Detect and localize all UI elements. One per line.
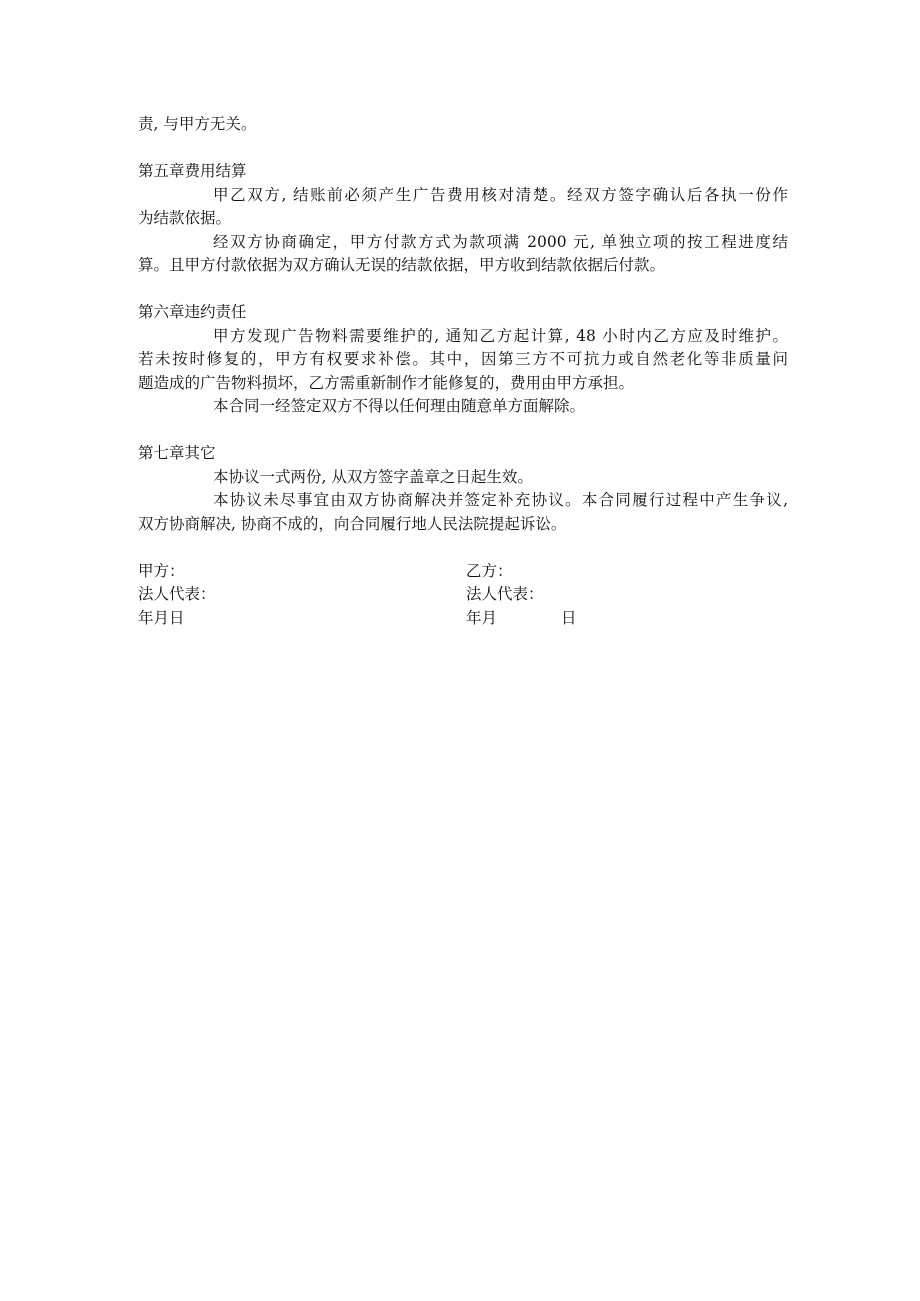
date-b-day: 日 bbox=[561, 608, 577, 627]
date-a-label: 年月日 bbox=[138, 608, 185, 627]
paragraph-line: 本协议未尽事宜由双方协商解决并签定补充协议。本合同履行过程中产生争议, bbox=[213, 491, 788, 509]
chapter-six bbox=[138, 301, 788, 419]
paragraph-line: 算。且甲方付款依据为双方确认无误的结款依据，甲方收到结款依据后付款。 bbox=[138, 256, 666, 274]
paragraph-line: 若未按时修复的，甲方有权要求补偿。其中，因第三方不可抗力或自然老化等非质量问 bbox=[138, 350, 788, 368]
paragraph-line: 甲乙双方, 结账前必须产生广告费用核对清楚。经双方签字确认后各执一份作 bbox=[213, 185, 788, 204]
chapter-heading: 第七章其它 bbox=[138, 444, 216, 462]
paragraph bbox=[138, 466, 788, 490]
signature-row-legal-rep bbox=[138, 583, 788, 607]
chapter-seven bbox=[138, 442, 788, 536]
party-b-label: 乙方： bbox=[466, 561, 513, 580]
paragraph bbox=[138, 325, 788, 396]
paragraph bbox=[138, 395, 788, 419]
paragraph bbox=[138, 184, 788, 231]
chapter-five bbox=[138, 160, 788, 278]
legal-rep-b-label: 法人代表： bbox=[466, 585, 544, 603]
date-b-label bbox=[466, 607, 577, 631]
chapter-heading: 第五章费用结算 bbox=[138, 162, 247, 180]
paragraph-line: 题造成的广告物料损坏，乙方需重新制作才能修复的，费用由甲方承担。 bbox=[138, 373, 635, 392]
paragraph bbox=[138, 489, 788, 536]
paragraph-line: 本协议一式两份, 从双方签字盖章之日起生效。 bbox=[213, 467, 533, 486]
section-gap bbox=[138, 278, 788, 302]
signature-row-date bbox=[138, 607, 788, 631]
opening-line: 责, 与甲方无关。 bbox=[138, 115, 257, 133]
legal-rep-a-label: 法人代表： bbox=[138, 585, 216, 603]
section-gap bbox=[138, 536, 788, 560]
contract-page bbox=[138, 113, 788, 630]
section-gap bbox=[138, 137, 788, 161]
paragraph-line: 甲方发现广告物料需要维护的, 通知乙方起计算, 48 小时内乙方应及时维护。 bbox=[213, 326, 788, 345]
chapter-heading: 第六章违约责任 bbox=[138, 303, 247, 321]
paragraph-line: 双方协商解决, 协商不成的，向合同履行地人民法院提起诉讼。 bbox=[138, 514, 567, 533]
signature-row-party bbox=[138, 560, 788, 584]
paragraph-line: 为结款依据。 bbox=[138, 209, 232, 227]
signature-block bbox=[138, 560, 788, 631]
paragraph-line: 经双方协商确定，甲方付款方式为款项满 2000 元, 单独立项的按工程进度结 bbox=[213, 232, 788, 251]
paragraph-line: 本合同一经签定双方不得以任何理由随意单方面解除。 bbox=[213, 397, 586, 415]
section-gap bbox=[138, 419, 788, 443]
party-a-label: 甲方： bbox=[138, 561, 185, 580]
date-b-month: 年月 bbox=[466, 608, 498, 627]
paragraph bbox=[138, 231, 788, 278]
